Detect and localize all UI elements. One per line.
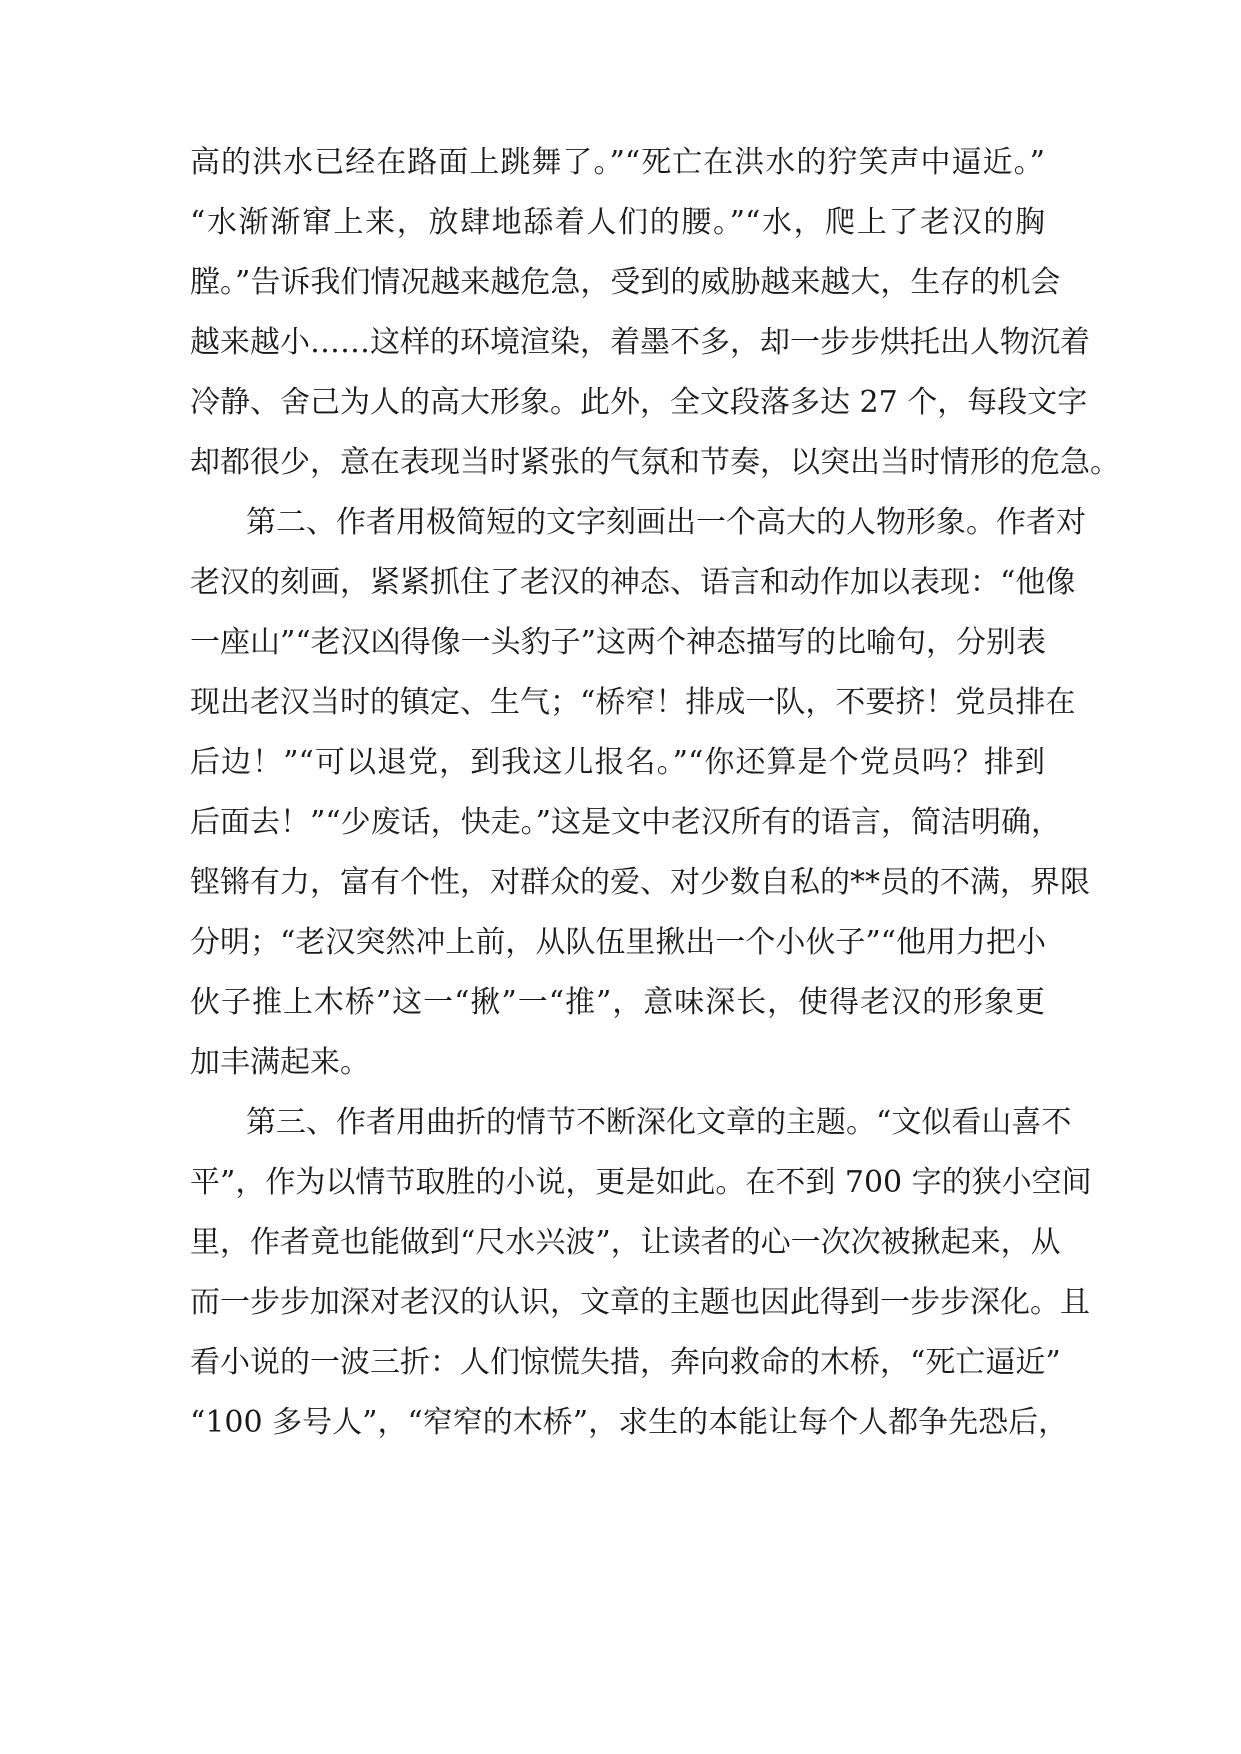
text-line: 一座山”“老汉凶得像一头豹子”这两个神态描写的比喻句，分别表 [190,625,1047,660]
text-line: 后边！”“可以退党，到我这儿报名。”“你还算是个党员吗？排到 [190,745,1045,780]
text-line: 伙子推上木桥”这一“揪”一“推”，意味深长，使得老汉的形象更 [190,985,1045,1020]
text-line: 膛。”告诉我们情况越来越危急，受到的威胁越来越大，生存的机会 [190,265,1061,300]
text-line: 而一步步加深对老汉的认识，文章的主题也因此得到一步步深化。且 [190,1285,1090,1320]
text-line: “水渐渐窜上来，放肆地舔着人们的腰。”“水，爬上了老汉的胸 [190,205,1045,240]
text-line: 现出老汉当时的镇定、生气；“桥窄！排成一队，不要挤！党员排在 [190,685,1076,720]
text-line: 高的洪水已经在路面上跳舞了。”“死亡在洪水的狞笑声中逼近。” [190,145,1045,180]
text-line: 分明；“老汉突然冲上前，从队伍里揪出一个小伙子”“他用力把小 [190,925,1047,960]
text-line: 加丰满起来。 [190,1045,370,1080]
text-line: 老汉的刻画，紧紧抓住了老汉的神态、语言和动作加以表现：“他像 [190,565,1076,600]
paragraph-start-line: 第三、作者用曲折的情节不断深化文章的主题。“文似看山喜不 [246,1105,1072,1140]
text-line: 铿锵有力，富有个性，对群众的爱、对少数自私的**员的不满，界限 [190,865,1090,900]
paragraph-start-line: 第二、作者用极简短的文字刻画出一个高大的人物形象。作者对 [246,505,1086,540]
text-line: 里，作者竟也能做到“尺水兴波”，让读者的心一次次被揪起来，从 [190,1225,1061,1260]
text-line: 后面去！”“少废话，快走。”这是文中老汉所有的语言，简洁明确， [190,805,1062,840]
text-line: 冷静、舍己为人的高大形象。此外，全文段落多达 27 个，每段文字 [190,385,1088,420]
text-line: “100 多号人”，“窄窄的木桥”，求生的本能让每个人都争先恐后， [190,1405,1069,1440]
text-line: 看小说的一波三折：人们惊慌失措，奔向救命的木桥，“死亡逼近” [190,1345,1061,1380]
text-line: 越来越小……这样的环境渲染，着墨不多，却一步步烘托出人物沉着 [190,325,1090,360]
text-line: 平”，作为以情节取胜的小说，更是如此。在不到 700 字的狭小空间 [190,1165,1092,1200]
text-line: 却都很少，意在表现当时紧张的气氛和节奏，以突出当时情形的危急。 [190,445,1120,480]
